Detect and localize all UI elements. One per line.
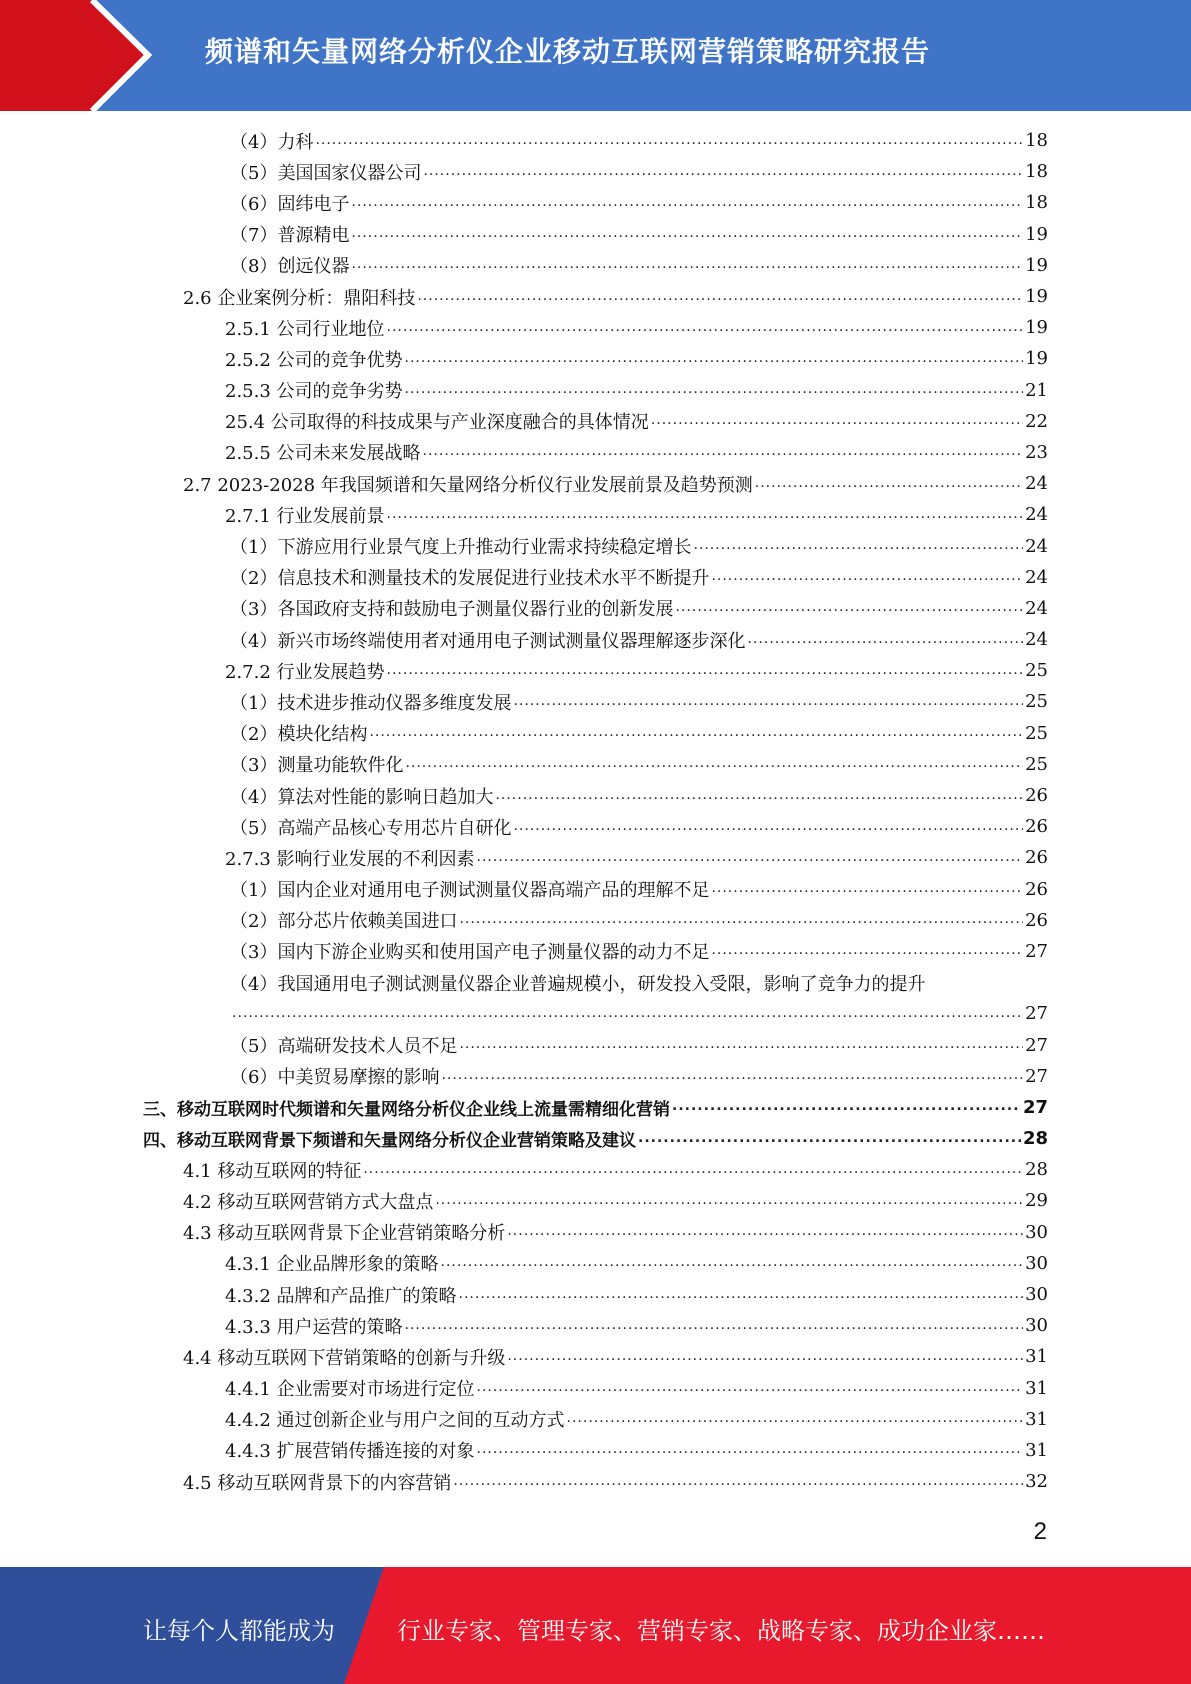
toc-leader-dots	[351, 194, 1023, 212]
toc-entry[interactable]	[0, 749, 1191, 780]
toc-entry[interactable]	[0, 936, 1191, 967]
toc-entry-page: 18	[1025, 161, 1048, 183]
toc-leader-dots	[711, 880, 1023, 898]
toc-leader-dots	[711, 568, 1023, 586]
toc-entry-label: （3）测量功能软件化	[230, 755, 404, 777]
toc-entry-label: （5）美国国家仪器公司	[230, 162, 422, 184]
toc-leader-dots	[477, 1441, 1024, 1459]
toc-entry[interactable]	[0, 156, 1191, 187]
footer-slogan-right: 行业专家、管理专家、营销专家、战略专家、成功企业家……	[397, 1617, 1045, 1645]
toc-entry[interactable]	[0, 1154, 1191, 1185]
header-arrow-graphic	[0, 0, 160, 111]
toc-entry-page: 23	[1025, 441, 1048, 463]
toc-entry-page: 27	[1025, 940, 1048, 962]
toc-entry-page: 19	[1025, 254, 1048, 276]
toc-entry[interactable]	[0, 655, 1191, 686]
toc-entry-page: 29	[1025, 1190, 1048, 1212]
toc-entry-page: 25	[1025, 722, 1048, 744]
toc-entry-label: 2.6 企业案例分析：鼎阳科技	[183, 287, 416, 309]
toc-entry-page: 30	[1025, 1284, 1048, 1306]
toc-entry-label: （6）中美贸易摩擦的影响	[230, 1067, 440, 1089]
toc-entry-page: 19	[1025, 317, 1048, 339]
toc-leader-dots	[423, 443, 1024, 461]
toc-entry-label: （7）普源精电	[230, 225, 350, 247]
toc-entry-label: 4.3.1 企业品牌形象的策略	[225, 1254, 439, 1276]
toc-leader-dots	[369, 724, 1023, 742]
toc-entry[interactable]	[0, 437, 1191, 468]
toc-entry-label: 25.4 公司取得的科技成果与产业深度融合的具体情况	[225, 412, 649, 434]
toc-entry[interactable]	[0, 468, 1191, 499]
footer-slogan-left: 让每个人都能成为	[143, 1617, 335, 1645]
toc-entry-label: 4.3.2 品牌和产品推广的策略	[225, 1285, 457, 1307]
toc-entry[interactable]	[0, 998, 1191, 1029]
toc-leader-dots	[441, 1254, 1024, 1272]
toc-entry-label: （1）下游应用行业景气度上升推动行业需求持续稳定增长	[230, 537, 692, 559]
toc-entry-page: 26	[1025, 785, 1048, 807]
toc-entry-label: 四、移动互联网背景下频谱和矢量网络分析仪企业营销策略及建议	[143, 1131, 636, 1152]
toc-entry[interactable]	[0, 1404, 1191, 1435]
toc-leader-dots	[711, 942, 1023, 960]
toc-entry[interactable]	[0, 842, 1191, 873]
toc-leader-dots	[651, 412, 1023, 430]
toc-entry-label: 4.5 移动互联网背景下的内容营销	[183, 1472, 452, 1494]
toc-entry-label: （4）新兴市场终端使用者对通用电子测试测量仪器理解逐步深化	[230, 630, 746, 652]
toc-entry-label: 2.5.3 公司的竞争劣势	[225, 381, 403, 403]
toc-entry[interactable]	[0, 905, 1191, 936]
page-header	[0, 0, 1191, 111]
toc-entry-page: 21	[1025, 379, 1048, 401]
toc-entry-page: 22	[1025, 410, 1048, 432]
toc-entry-label: （3）国内下游企业购买和使用国产电子测量仪器的动力不足	[230, 942, 710, 964]
toc-entry-page: 31	[1025, 1408, 1048, 1430]
toc-entry[interactable]	[0, 219, 1191, 250]
toc-entry-label: （5）高端产品核心专用芯片自研化	[230, 817, 512, 839]
toc-leader-dots	[477, 1379, 1024, 1397]
toc-entry[interactable]	[0, 1092, 1191, 1123]
toc-entry[interactable]	[0, 1248, 1191, 1279]
toc-entry[interactable]	[0, 312, 1191, 343]
toc-entry[interactable]	[0, 530, 1191, 561]
toc-leader-dots	[441, 1067, 1023, 1085]
toc-entry[interactable]	[0, 686, 1191, 717]
toc-entry-label: （2）部分芯片依赖美国进口	[230, 911, 458, 933]
toc-leader-dots	[459, 1286, 1024, 1304]
toc-entry-label: 4.1 移动互联网的特征	[183, 1160, 362, 1182]
toc-entry[interactable]	[0, 499, 1191, 530]
toc-entry[interactable]	[0, 624, 1191, 655]
page-footer	[0, 1567, 1191, 1684]
toc-entry-page: 25	[1025, 753, 1048, 775]
toc-entry-page: 30	[1025, 1252, 1048, 1274]
table-of-contents	[0, 125, 1191, 1497]
report-title: 频谱和矢量网络分析仪企业移动互联网营销策略研究报告	[205, 35, 931, 68]
toc-entry-page: 24	[1025, 535, 1048, 557]
toc-leader-dots	[638, 1130, 1021, 1148]
toc-leader-dots	[507, 1223, 1023, 1241]
toc-entry[interactable]	[0, 250, 1191, 281]
toc-entry-label: 4.3 移动互联网背景下企业营销策略分析	[183, 1223, 506, 1245]
toc-entry-label: （4）算法对性能的影响日趋加大	[230, 786, 494, 808]
toc-entry-page: 28	[1025, 1159, 1048, 1181]
toc-leader-dots	[232, 1005, 1023, 1023]
toc-entry-page: 25	[1025, 660, 1048, 682]
toc-entry[interactable]	[0, 1123, 1191, 1154]
toc-entry[interactable]	[0, 1279, 1191, 1310]
toc-entry[interactable]	[0, 406, 1191, 437]
toc-leader-dots	[351, 225, 1023, 243]
page-number: 2	[1033, 1518, 1047, 1545]
toc-leader-dots	[435, 1192, 1023, 1210]
toc-entry[interactable]	[0, 1029, 1191, 1060]
toc-entry[interactable]	[0, 874, 1191, 905]
toc-entry-page: 27	[1025, 1034, 1048, 1056]
toc-entry-page: 18	[1025, 192, 1048, 214]
toc-leader-dots	[387, 662, 1024, 680]
toc-leader-dots	[351, 256, 1023, 274]
toc-entry[interactable]	[0, 967, 1191, 998]
toc-leader-dots	[363, 1161, 1023, 1179]
toc-entry-page: 26	[1025, 816, 1048, 838]
toc-leader-dots	[387, 506, 1024, 524]
toc-entry[interactable]	[0, 1466, 1191, 1497]
toc-entry-label: 2.5.2 公司的竞争优势	[225, 349, 403, 371]
toc-entry-label: （4）力科	[230, 131, 314, 153]
toc-leader-dots	[693, 537, 1023, 555]
toc-entry-label: 2.5.1 公司行业地位	[225, 318, 385, 340]
toc-entry[interactable]	[0, 1185, 1191, 1216]
toc-leader-dots	[453, 1473, 1023, 1491]
toc-entry-label: 2.7.2 行业发展趋势	[225, 661, 385, 683]
toc-entry-page: 32	[1025, 1471, 1048, 1493]
toc-entry-label: （1）国内企业对通用电子测试测量仪器高端产品的理解不足	[230, 880, 710, 902]
toc-entry-page: 27	[1025, 1065, 1048, 1087]
toc-entry-page: 30	[1025, 1315, 1048, 1337]
toc-entry-label: 2.7 2023-2028 年我国频谱和矢量网络分析仪行业发展前景及趋势预测	[183, 474, 753, 496]
toc-entry[interactable]	[0, 375, 1191, 406]
toc-entry-label: 2.5.5 公司未来发展战略	[225, 443, 421, 465]
toc-leader-dots	[405, 1317, 1024, 1335]
toc-entry[interactable]	[0, 1341, 1191, 1372]
toc-leader-dots	[405, 381, 1024, 399]
toc-entry[interactable]	[0, 718, 1191, 749]
toc-entry-label: （8）创远仪器	[230, 256, 350, 278]
toc-leader-dots	[477, 849, 1024, 867]
toc-entry-page: 24	[1025, 473, 1048, 495]
toc-leader-dots	[507, 1348, 1023, 1366]
toc-entry-label: 4.3.3 用户运营的策略	[225, 1316, 403, 1338]
toc-entry-page: 19	[1025, 223, 1048, 245]
toc-entry[interactable]	[0, 1217, 1191, 1248]
toc-entry-page: 24	[1025, 504, 1048, 526]
toc-entry-page: 24	[1025, 629, 1048, 651]
toc-leader-dots	[315, 132, 1023, 150]
toc-leader-dots	[495, 787, 1023, 805]
toc-leader-dots	[459, 1036, 1023, 1054]
toc-entry-page: 26	[1025, 909, 1048, 931]
toc-entry-page: 27	[1025, 1003, 1048, 1025]
toc-entry-page: 31	[1025, 1377, 1048, 1399]
toc-leader-dots	[417, 288, 1023, 306]
toc-leader-dots	[672, 1098, 1021, 1116]
toc-leader-dots	[747, 631, 1023, 649]
toc-entry[interactable]	[0, 281, 1191, 312]
toc-entry-label: （5）高端研发技术人员不足	[230, 1036, 458, 1058]
toc-entry-label: （4）我国通用电子测试测量仪器企业普遍规模小，研发投入受限，影响了竞争力的提升	[230, 973, 926, 995]
toc-entry[interactable]	[0, 343, 1191, 374]
toc-entry-label: （2）模块化结构	[230, 724, 368, 746]
toc-entry[interactable]	[0, 125, 1191, 156]
toc-entry-page: 25	[1025, 691, 1048, 713]
toc-entry[interactable]	[0, 1310, 1191, 1341]
toc-entry-page: 26	[1025, 878, 1048, 900]
toc-entry-page: 31	[1025, 1346, 1048, 1368]
toc-entry-page: 31	[1025, 1439, 1048, 1461]
toc-entry-label: 4.4.2 通过创新企业与用户之间的互动方式	[225, 1410, 565, 1432]
toc-entry-label: 4.2 移动互联网营销方式大盘点	[183, 1191, 434, 1213]
toc-entry-page: 26	[1025, 847, 1048, 869]
toc-entry[interactable]	[0, 593, 1191, 624]
toc-entry-label: 4.4.3 扩展营销传播连接的对象	[225, 1441, 475, 1463]
toc-entry-label: （2）信息技术和测量技术的发展促进行业技术水平不断提升	[230, 568, 710, 590]
toc-entry-page: 24	[1025, 566, 1048, 588]
toc-entry-label: （3）各国政府支持和鼓励电子测量仪器行业的创新发展	[230, 599, 674, 621]
toc-entry-page: 27	[1022, 1096, 1048, 1118]
toc-entry-label: 2.7.1 行业发展前景	[225, 505, 385, 527]
toc-entry[interactable]	[0, 780, 1191, 811]
toc-entry[interactable]	[0, 562, 1191, 593]
toc-entry-label: 三、移动互联网时代频谱和矢量网络分析仪企业线上流量需精细化营销	[143, 1099, 670, 1120]
toc-entry-page: 19	[1025, 348, 1048, 370]
toc-leader-dots	[387, 319, 1024, 337]
toc-leader-dots	[459, 911, 1023, 929]
toc-entry[interactable]	[0, 187, 1191, 218]
toc-entry-page: 24	[1025, 597, 1048, 619]
toc-entry-label: （1）技术进步推动仪器多维度发展	[230, 692, 512, 714]
toc-leader-dots	[755, 475, 1023, 493]
toc-entry-page: 30	[1025, 1221, 1048, 1243]
toc-entry[interactable]	[0, 1061, 1191, 1092]
toc-entry[interactable]	[0, 1373, 1191, 1404]
toc-entry[interactable]	[0, 811, 1191, 842]
toc-leader-dots	[513, 693, 1023, 711]
toc-leader-dots	[405, 350, 1024, 368]
toc-entry-label: 2.7.3 影响行业发展的不利因素	[225, 848, 475, 870]
toc-entry-page: 19	[1025, 286, 1048, 308]
toc-entry-page: 28	[1022, 1128, 1048, 1150]
toc-leader-dots	[513, 818, 1023, 836]
toc-leader-dots	[567, 1410, 1024, 1428]
toc-entry-label: 4.4 移动互联网下营销策略的创新与升级	[183, 1347, 506, 1369]
toc-leader-dots	[675, 599, 1023, 617]
toc-entry-page: 18	[1025, 130, 1048, 152]
toc-entry[interactable]	[0, 1435, 1191, 1466]
toc-entry-label: （6）固纬电子	[230, 193, 350, 215]
toc-leader-dots	[423, 163, 1023, 181]
toc-leader-dots	[405, 755, 1023, 773]
toc-entry-label: 4.4.1 企业需要对市场进行定位	[225, 1379, 475, 1401]
